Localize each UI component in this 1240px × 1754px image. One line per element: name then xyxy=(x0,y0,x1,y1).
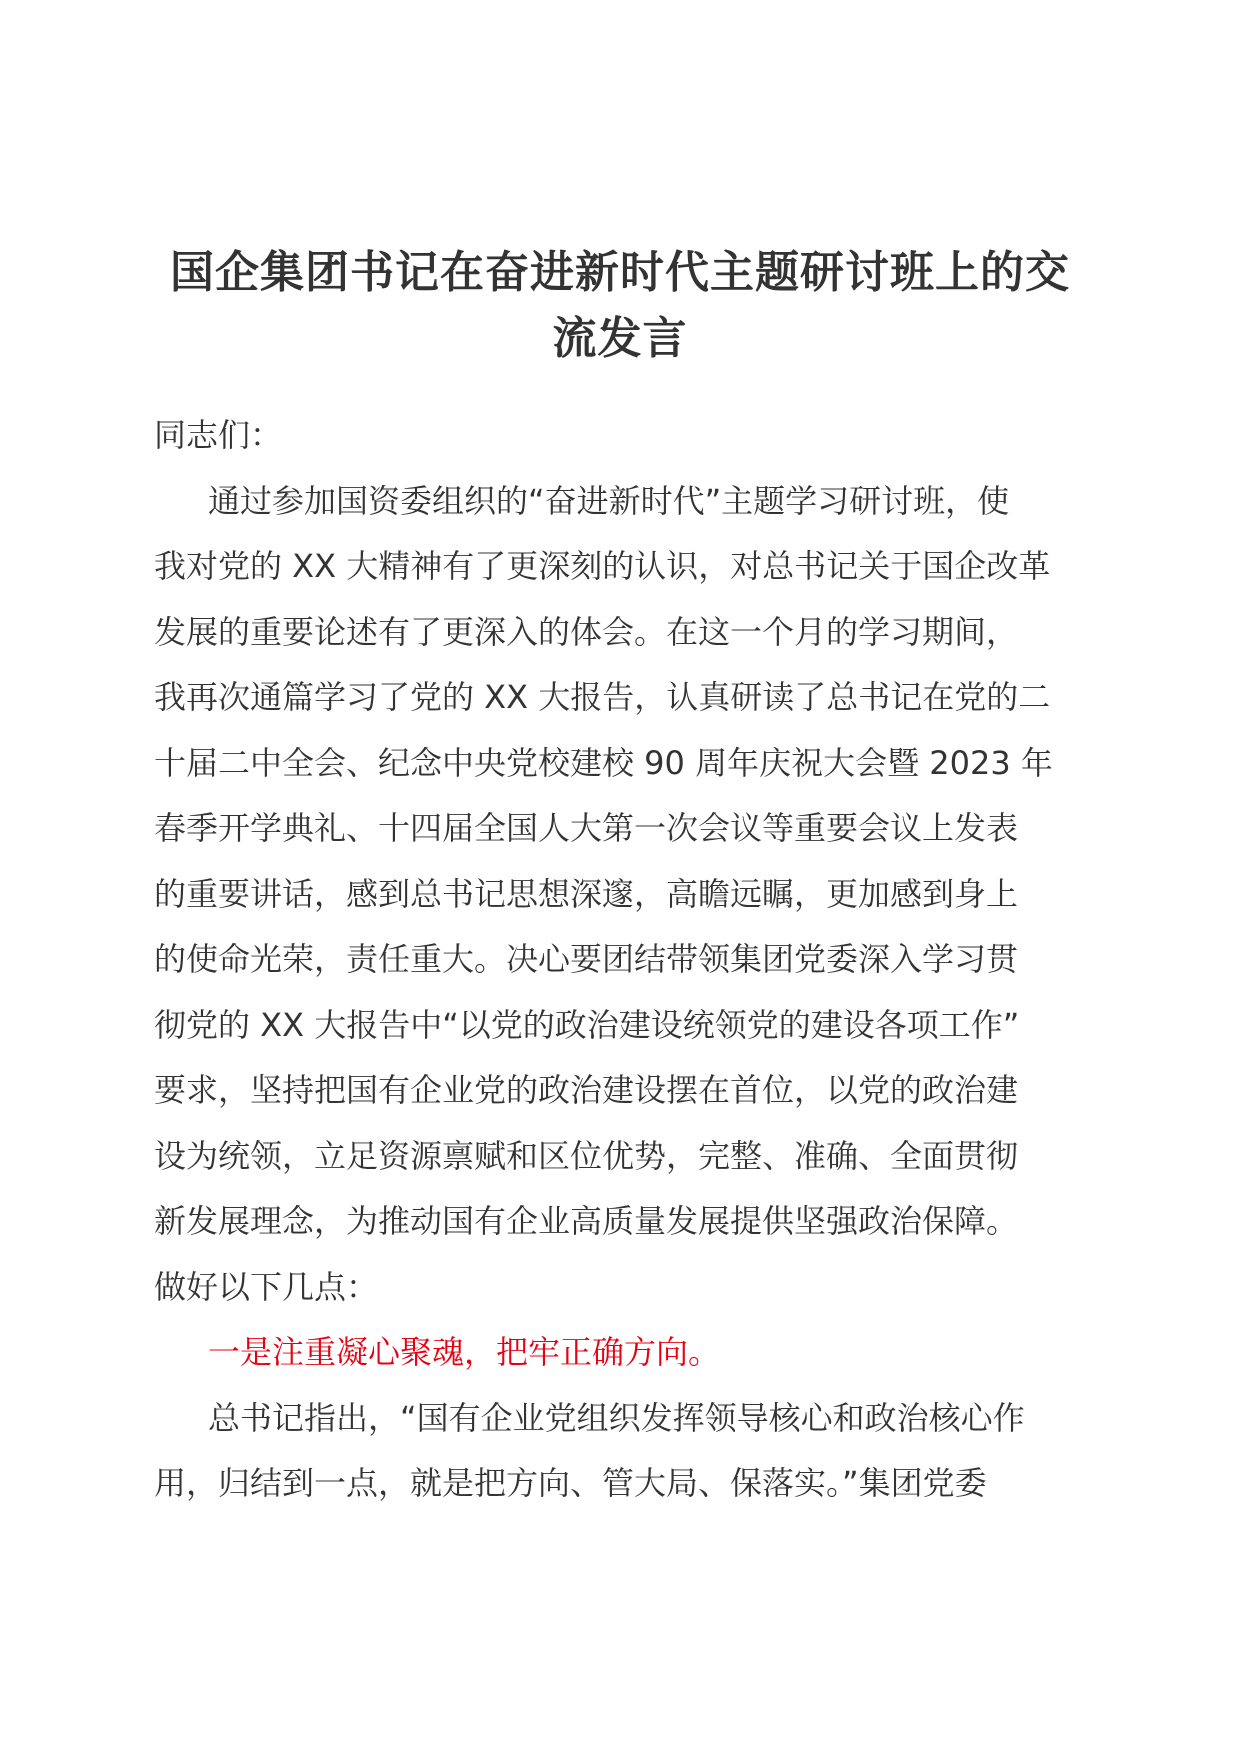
body-line: 的重要讲话，感到总书记思想深邃，高瞻远瞩，更加感到身上 xyxy=(154,874,1019,913)
body-line: 用，归结到一点，就是把方向、管大局、保落实。”集团党委 xyxy=(154,1464,987,1502)
body-line: 彻党的 XX 大报告中“以党的政治建设统领党的建设各项工作” xyxy=(154,1005,1020,1044)
body-line: 设为统领，立足资源禀赋和区位优势，完整、准确、全面贯彻 xyxy=(154,1136,1019,1175)
document-body xyxy=(154,403,1090,1517)
title-line-2: 流发言 xyxy=(552,313,688,364)
body-line: 十届二中全会、纪念中央党校建校 90 周年庆祝大会暨 2023 年 xyxy=(154,743,1053,782)
body-line: 发展的重要论述有了更深入的体会。在这一个月的学习期间， xyxy=(154,612,1019,651)
body-line: 我对党的 XX 大精神有了更深刻的认识，对总书记关于国企改革 xyxy=(154,547,1051,585)
body-line: 总书记指出，“国有企业党组织发挥领导核心和政治核心作 xyxy=(208,1398,1025,1437)
body-line: 要求，坚持把国有企业党的政治建设摆在首位，以党的政治建 xyxy=(154,1071,1019,1109)
title-line-1: 国企集团书记在奋进新时代主题研讨班上的交 xyxy=(170,247,1070,298)
body-line: 的使命光荣，责任重大。决心要团结带领集团党委深入学习贯 xyxy=(154,940,1019,978)
body-line: 我再次通篇学习了党的 XX 大报告，认真研读了总书记在党的二 xyxy=(154,678,1051,716)
body-line: 新发展理念，为推动国有企业高质量发展提供坚强政治保障。 xyxy=(154,1202,1019,1240)
body-line: 通过参加国资委组织的“奋进新时代”主题学习研讨班，使 xyxy=(208,481,1010,520)
document-title xyxy=(150,240,1090,372)
salutation: 同志们： xyxy=(154,416,283,454)
body-line: 做好以下几点： xyxy=(154,1267,379,1306)
body-line: 春季开学典礼、十四届全国人大第一次会议等重要会议上发表 xyxy=(154,809,1019,847)
section-heading-1: 一是注重凝心聚魂，把牢正确方向。 xyxy=(208,1333,721,1371)
